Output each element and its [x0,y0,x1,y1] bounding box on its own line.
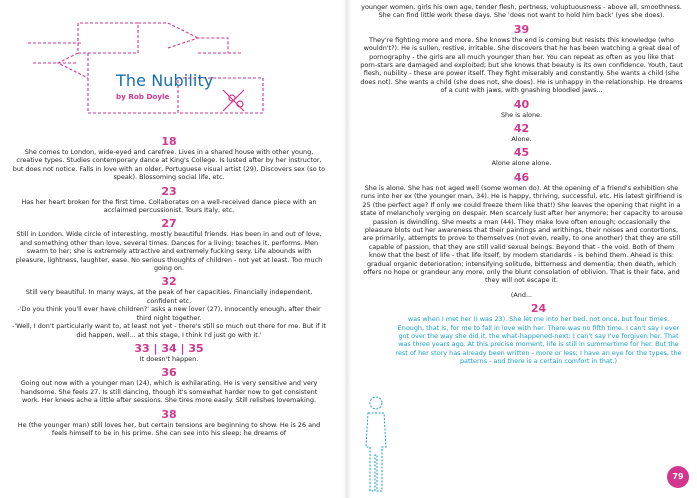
section-18 [12,136,326,182]
section-text: Alone. [511,135,532,144]
section-text: He (the younger man) still loves her, but certain tensions are beginning to show. He is 26 and feels himself to be in his prime. She can see into his sleep: he dreams of [17,420,321,437]
section-text: (And... [510,290,533,299]
section-text: It doesn't happen. [139,354,199,363]
section-text: They're fighting more and more. She knows the end is coming but resists this knowledge (who wouldn't?). He is sullen, restive, irritable. She discovers that he has been watching a great deal of pornography - the girls are all much younger than her. You can repeat as often as you like that porn-stars are damaged and exploited; but she knows that beauty is its own confidence. Youth, taut flesh, nubility - these are power itself. They fight miserably and constantly. She wants a child (she does not). She wants a child (she does not, she does). He is unhappy in the relationship. He dreams of a cunt with jaws, with gnashing bloodied jaws... [360,35,683,95]
section-45 [360,147,683,167]
section-text: Still in London. Wide circle of interesting, mostly beautiful friends. Has been in and out of love, and something other than love, several times. Dances for a living: teaches it, performs. Men swarm to her; she is extremely attractive and extremely fucking sexy. Life abounds with pleasure, lightness, laughter, ease. No serious thoughts of children - not yet at least. Too much going on. [15,230,323,273]
section-text: Still very beautiful. In many ways, at the peak of her capacities. Financially independent, confident etc. -'Do you think you'll ever have children?' asks a new lover (27), innocently enough, after their third night together. -'Well, I don't particularly want to, at least not yet - there's still so much out there for me. But if it did happen, well... at this stage, I think I'd just go with it.' [12,288,326,339]
article-author: by Rob Doyle [116,92,170,101]
section-number: 45 [513,146,530,160]
section-46 [360,172,683,285]
section-number: 36 [161,366,177,380]
section-text: Alone alone alone. [491,159,552,168]
section-number: 32 [161,275,177,289]
section-27 [12,218,326,272]
section-number: 40 [513,97,530,111]
section-number: 23 [161,184,177,198]
title-graphic [18,18,268,123]
section-text: She is alone. [500,110,543,119]
section-text: She is alone. She has not aged well (some women do). At the opening of a friend's exhibition she runs into her ex (the younger man, 34). He is happy, thriving, successful, etc. His latest girlfriend is 25 (the perfect age? If only we could freeze them like that!) She leaves the opening that night in a state of melancholy verging on despair. Men scarcely lust after her anymore; her capacity to arouse passion is dwindling. She meets a man (44). They make love often enough; occasionally the pleasure blots out her awareness that their paintings and writhings, their noises and contortions, are primarily, attempts to prove to themselves (not even, really, to one another) that they are still capable of passion, that they are still valid sexual beings. Beyond that - the void. Both of them know that the best of life - that life itself, by modern standards - is behind them. Ahead is this: gradual organic deterioration; intensifying solitude, bitterness and dementia; then death, which offers no hope or grandeur any more, only the blunt consolation of oblivion. That is their fate, and they will not escape it. [360,183,683,285]
section-number: 42 [513,122,530,136]
section-24 [360,303,683,365]
section-36 [12,367,326,404]
section-text: was when I met her (I was 23). She let me into her bed, not once, but four times. Enough, that is, for me to fall in love with her. There was no fifth time. I can't say I ever got over the way she did it, the what-happened-next: I can't say I've forgiven her. That was three years ago. At this precise moment, life is still in summertime for her. But the rest of her story has already been written - more or less; I have an eye for the types, the patterns - and there is a certain comfort in that.) [395,315,682,366]
left-page [0,0,340,498]
section-23 [12,186,326,215]
section-40 [360,99,683,119]
continued-text: younger women, girls his own age, tender flesh, pertness, voluptuousness - above all, smoothness. She can find little work these days. She 'does not want to hold him back' (yes she does). [361,3,682,20]
section-number: 24 [530,302,547,316]
section-and [360,291,683,299]
section-number: 27 [161,217,177,231]
left-column [12,132,326,437]
section-number: 39 [513,22,530,36]
section-number: 18 [161,135,177,148]
section-38 [12,409,326,438]
section-number: 38 [161,407,177,421]
person-outline-icon [360,395,392,495]
section-number: 33 | 34 | 35 [134,341,204,355]
page-gutter [343,0,351,498]
section-text: Has her heart broken for the first time. Collaborates on a well-received dance piece with an acclaimed percussionist. Tours Italy, etc. [21,197,317,215]
page-number-badge: 79 [667,466,689,488]
section-42 [360,123,683,143]
section-39 [360,24,683,95]
section-32 [12,276,326,338]
section-text: She comes to London, wide-eyed and carefree. Lives in a shared house with other young, creative types. Studies contemporary dance at King's College. Is lusted after by her instructor, but does not notice. Falls in love with an older, Portuguese visual artist (29). Discovers sex (so to speak). Blossoming social life, etc. [12,148,326,182]
section-33-34-35 [12,343,326,363]
right-page [352,0,697,498]
article-title: The Nubility [116,71,214,90]
section-text: Going out now with a younger man (24), which is exhilarating. He is very sensitive and very handsome. She feels 27. Is still dancing, though it's somewhat harder now to get consistent work. Her knees ache a little after sessions. She tires more easily. Still relishes lovemaking. [20,379,318,405]
section-number: 46 [513,170,530,184]
right-column [360,3,683,366]
